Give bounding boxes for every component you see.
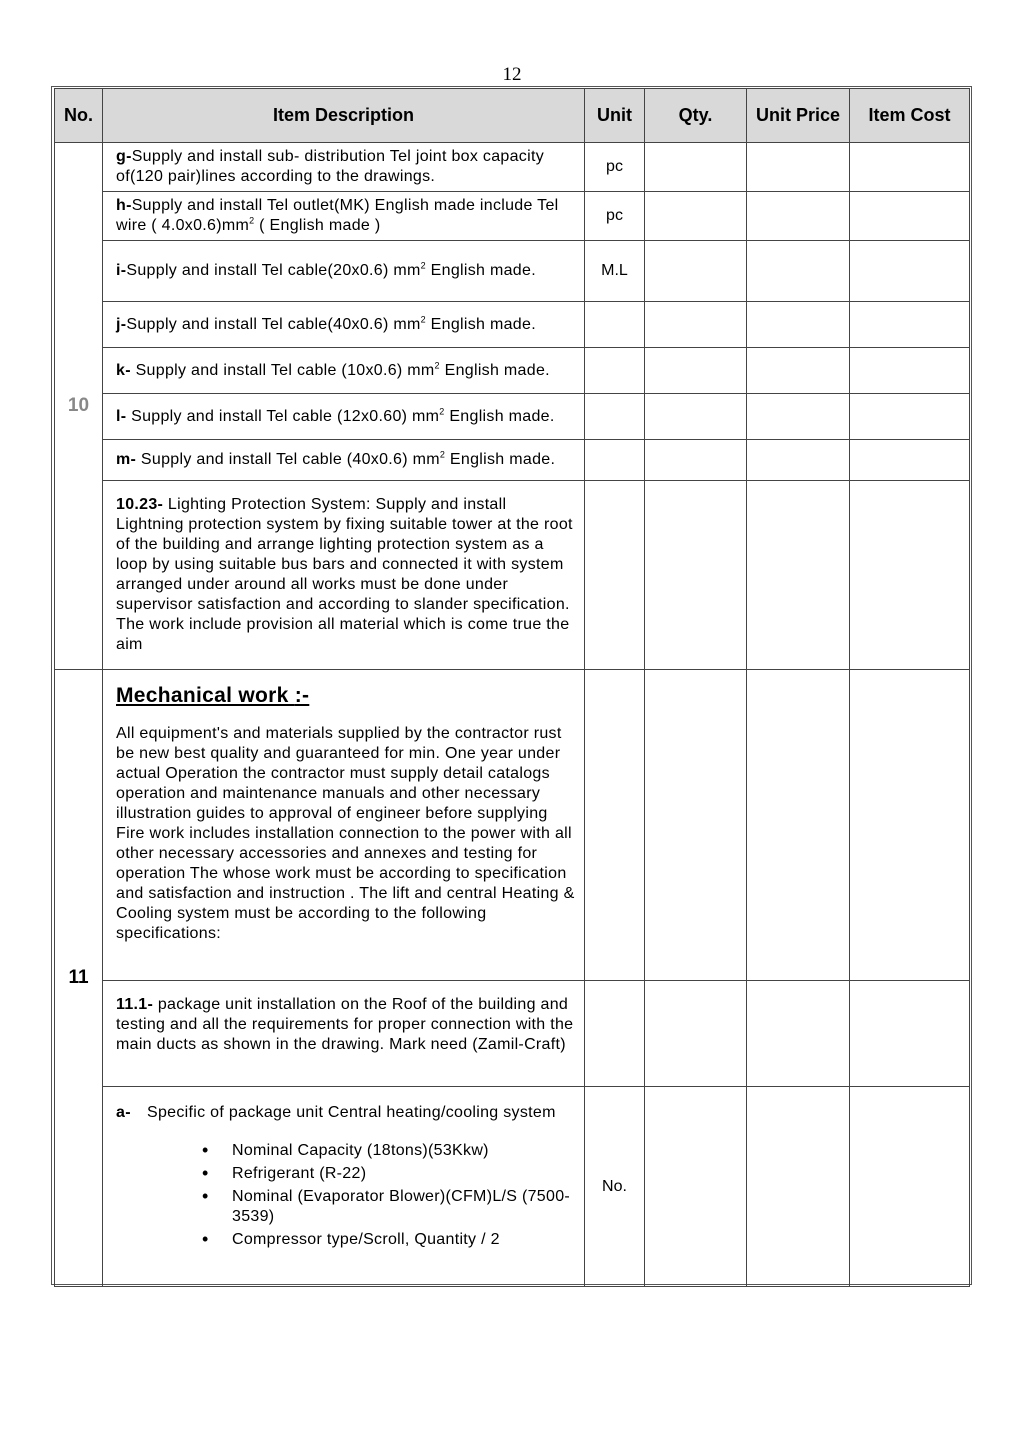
header-item-cost: Item Cost — [850, 89, 970, 143]
table-row — [55, 481, 970, 670]
item-unit: No. — [585, 1087, 645, 1287]
header-unit-price: Unit Price — [747, 89, 850, 143]
header-qty: Qty. — [645, 89, 747, 143]
item-description: l- Supply and install Tel cable (12x0.60) $mm^2$ English made. — [103, 394, 585, 440]
section-intro: All equipment's and materials supplied by the contractor rust be new best quality and guaranteed for min. One year under actual Operation the contractor must supply detail catalogs operation and maintenance manuals and other necessary illustration guides to approval of engineer before supplying Fire work includes installation connection to the power with all other necessary accessories and annexes and testing for operation The whose work must be according to specification and satisfaction and instruction . The lift and central Heating & Cooling system must be according to the following specifications: — [116, 725, 575, 942]
item-qty — [645, 192, 747, 241]
table-row — [55, 394, 970, 440]
item-description: i-Supply and install Tel cable(20x0.6) $mm^2$ English made. — [103, 241, 585, 302]
item-unit: pc — [585, 192, 645, 241]
item-unit — [585, 394, 645, 440]
item-text: Specific of package unit Central heating/cooling system — [147, 1104, 556, 1121]
item-description: 10.23- Lighting Protection System: Supply and install Lightning protection system by fixing suitable tower at the root of the building and arrange lighting protection system as a loop by using suitable bus bars and connected it with system arranged under around all works must be done under supervisor satisfaction and according to slander specification. The work include provision all material which is come true the aim — [103, 481, 585, 670]
table-row — [55, 348, 970, 394]
item-qty — [645, 440, 747, 481]
item-unit-price — [747, 143, 850, 192]
bill-of-quantities-table — [54, 88, 970, 1287]
item-unit: M.L — [585, 241, 645, 302]
item-code: a- — [116, 1104, 131, 1121]
item-cost — [850, 348, 970, 394]
item-unit: pc — [585, 143, 645, 192]
table-row — [55, 1087, 970, 1287]
item-unit — [585, 440, 645, 481]
item-qty — [645, 394, 747, 440]
table-row — [55, 302, 970, 348]
item-description: k- Supply and install Tel cable (10x0.6) $mm^2$ English made. — [103, 348, 585, 394]
item-description: g-Supply and install sub- distribution Tel joint box capacity of(120 pair)lines according to the drawings. — [103, 143, 585, 192]
item-cost — [850, 981, 970, 1087]
item-unit-price — [747, 192, 850, 241]
item-qty — [645, 981, 747, 1087]
list-item: • Nominal Capacity (18tons)(53Kkw) — [202, 1141, 578, 1161]
item-cost — [850, 143, 970, 192]
item-unit — [585, 481, 645, 670]
item-unit-price — [747, 481, 850, 670]
item-unit-price — [747, 670, 850, 981]
item-unit — [585, 302, 645, 348]
item-unit — [585, 348, 645, 394]
item-cost — [850, 440, 970, 481]
item-cost — [850, 302, 970, 348]
item-cost — [850, 192, 970, 241]
page-number: 12 — [502, 64, 522, 85]
item-qty — [645, 143, 747, 192]
list-item: • Compressor type/Scroll, Quantity / 2 — [202, 1230, 578, 1250]
item-description: j-Supply and install Tel cable(40x0.6) $mm^2$ English made. — [103, 302, 585, 348]
item-unit-price — [747, 394, 850, 440]
table-row — [55, 241, 970, 302]
item-qty — [645, 1087, 747, 1287]
table-row — [55, 440, 970, 481]
item-cost — [850, 394, 970, 440]
item-description: h-Supply and install Tel outlet(MK) English made include Tel wire ( $4.0x0.6)mm^2$ ( English made ) — [103, 192, 585, 241]
item-qty — [645, 241, 747, 302]
item-unit-price — [747, 302, 850, 348]
item-unit-price — [747, 348, 850, 394]
item-qty — [645, 481, 747, 670]
header-row — [55, 89, 970, 143]
table-row — [55, 143, 970, 192]
item-unit-price — [747, 241, 850, 302]
item-unit-price — [747, 440, 850, 481]
item-description: m- Supply and install Tel cable (40x0.6) $mm^2$ English made. — [103, 440, 585, 481]
section-number: 10 — [55, 143, 103, 670]
item-unit-price — [747, 1087, 850, 1287]
list-item: • Refrigerant (R-22) — [202, 1164, 578, 1184]
item-description — [103, 1087, 585, 1287]
item-unit — [585, 981, 645, 1087]
item-cost — [850, 670, 970, 981]
section-number: 11 — [55, 670, 103, 1287]
table-row — [55, 192, 970, 241]
table-row — [55, 981, 970, 1087]
table-row — [55, 670, 970, 981]
item-description — [103, 670, 585, 981]
item-qty — [645, 302, 747, 348]
spec-list — [116, 1141, 578, 1250]
item-unit — [585, 670, 645, 981]
item-cost — [850, 1087, 970, 1287]
header-description: Item Description — [103, 89, 585, 143]
item-cost — [850, 241, 970, 302]
header-no: No. — [55, 89, 103, 143]
item-unit-price — [747, 981, 850, 1087]
item-description: 11.1- package unit installation on the Roof of the building and testing and all the requirements for proper connection with the main ducts as shown in the drawing. Mark need (Zamil-Craft) — [103, 981, 585, 1087]
item-qty — [645, 670, 747, 981]
item-qty — [645, 348, 747, 394]
item-cost — [850, 481, 970, 670]
section-heading: Mechanical work :- — [116, 684, 310, 707]
list-item: • Nominal (Evaporator Blower)(CFM)L/S (7500-3539) — [202, 1187, 578, 1227]
header-unit: Unit — [585, 89, 645, 143]
